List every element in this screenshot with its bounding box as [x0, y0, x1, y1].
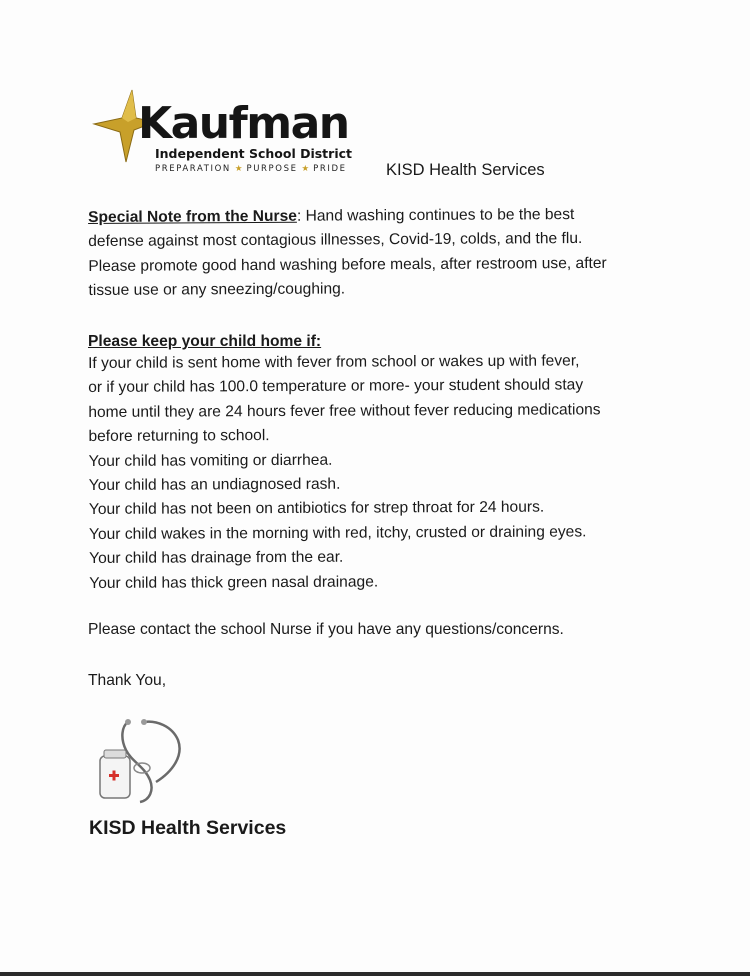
keep-home-line: Your child has vomiting or diarrhea. [88, 451, 333, 470]
logo-wordmark: Kaufman [138, 98, 349, 149]
motto-word: PRIDE [313, 164, 347, 174]
keep-home-line: If your child is sent home with fever from school or wakes up with fever, [88, 352, 580, 372]
nurse-note-line: Hand washing continues to be the best [301, 206, 575, 225]
motto-separator-icon: ★ [234, 164, 243, 174]
motto-separator-icon: ★ [301, 164, 310, 174]
scan-bottom-edge [0, 972, 750, 976]
nurse-note-paragraph [88, 202, 679, 303]
keep-home-line: or if your child has 100.0 temperature or more- your student should stay [88, 376, 584, 397]
nurse-note-line: tissue use or any sneezing/coughing. [88, 280, 346, 300]
nurse-note-lead: Special Note from the Nurse [88, 207, 297, 226]
nurse-note-colon: : [296, 207, 302, 225]
keep-home-line: Your child has thick green nasal drainage. [89, 573, 379, 592]
keep-home-line: home until they are 24 hours fever free without fever reducing medications [88, 401, 601, 421]
contact-nurse-line: Please contact the school Nurse if you have any questions/concerns. [88, 621, 564, 638]
signoff-department: KISD Health Services [89, 817, 287, 839]
logo-subtitle: Independent School District [155, 146, 352, 161]
header-department: KISD Health Services [386, 161, 545, 179]
keep-home-list [88, 349, 679, 596]
motto-word: PURPOSE [246, 164, 298, 174]
keep-home-line: Your child has not been on antibiotics for strep throat for 24 hours. [88, 499, 545, 519]
stethoscope-medicine-bottle-icon [92, 716, 192, 806]
letterhead [92, 88, 392, 180]
keep-home-line: Your child has drainage from the ear. [89, 548, 344, 568]
thank-you-line: Thank You, [88, 672, 167, 689]
keep-home-heading: Please keep your child home if: [88, 333, 322, 350]
nurse-note-line: Please promote good hand washing before meals, after restroom use, after [88, 254, 607, 275]
nurse-note-line: defense against most contagious illnesses, Covid-19, colds, and the flu. [88, 230, 583, 251]
keep-home-line: Your child wakes in the morning with red, itchy, crusted or draining eyes. [88, 523, 587, 543]
logo-motto [155, 164, 347, 174]
keep-home-line: Your child has an undiagnosed rash. [88, 475, 341, 495]
keep-home-line: before returning to school. [88, 427, 270, 446]
motto-word: PREPARATION [155, 164, 231, 174]
